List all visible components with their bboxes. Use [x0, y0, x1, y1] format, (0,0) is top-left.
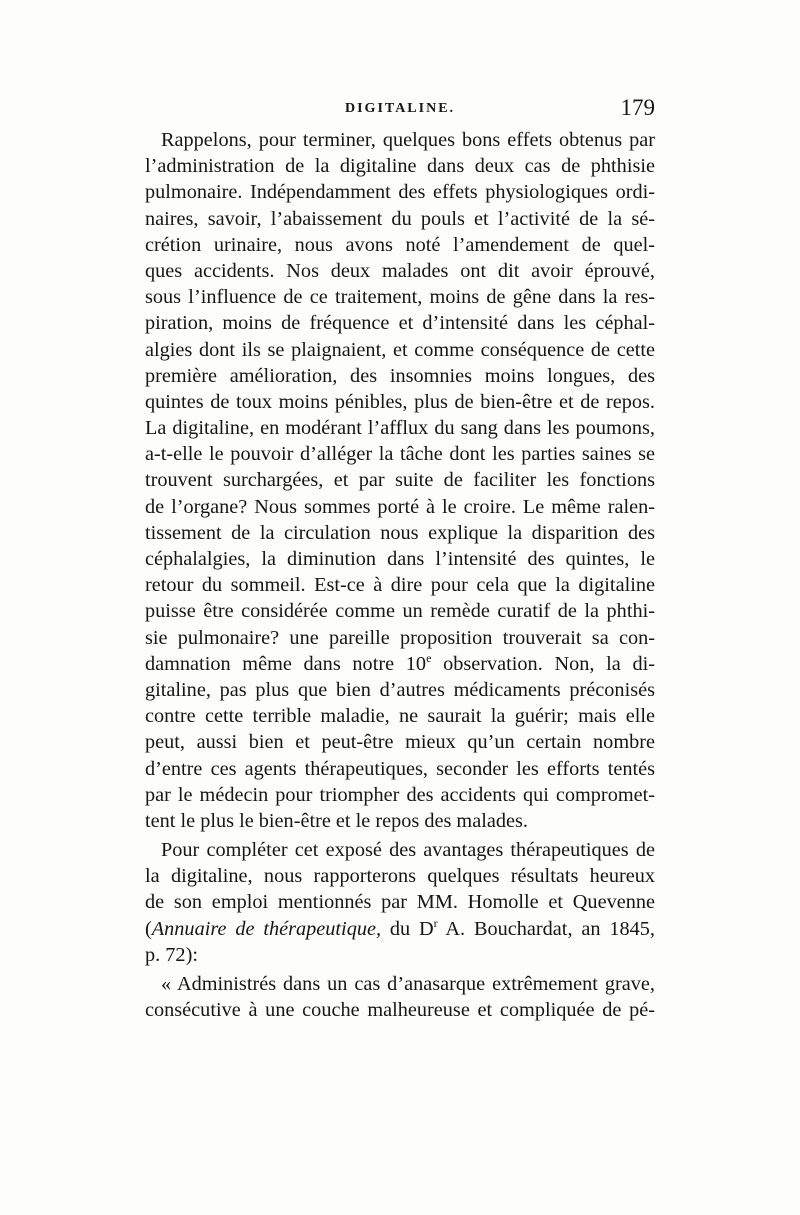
page-number: 179 — [620, 95, 655, 120]
text-line-paragraph-end: tent le plus le bien-être et le repos des malades. — [145, 809, 528, 832]
text-line: par le médecin pour triompher des accidents qui compromet- — [145, 783, 655, 806]
text-fragment: du D — [381, 917, 434, 940]
text-line: première amélioration, des insomnies moins longues, des — [145, 364, 655, 387]
text-line: retour du sommeil. Est-ce à dire pour cela que la digitaline — [145, 574, 655, 597]
text-line: La digitaline, en modérant l’afflux du sang dans les poumons, — [145, 417, 655, 440]
text-fragment: observation. Non, la di- — [431, 652, 656, 675]
text-line: naires, savoir, l’abaissement du pouls et l’activité de la sé- — [145, 207, 655, 230]
running-title: DIGITALINE. — [345, 101, 456, 116]
text-line: tissement de la circulation nous explique la disparition des — [145, 521, 655, 544]
text-line: a-t-elle le pouvoir d’alléger la tâche dont les parties saines se — [145, 443, 655, 466]
text-fragment: damnation même dans notre 10 — [145, 652, 427, 675]
abbreviation-superscript: r — [433, 915, 438, 930]
text-line: quintes de toux moins pénibles, plus de bien-être et de repos. — [145, 390, 655, 413]
text-line: sie pulmonaire? une pareille proposition trouverait sa con- — [145, 626, 655, 649]
quotation-line: consécutive à une couche malheureuse et compliquée de pé- — [145, 999, 655, 1022]
text-line-paragraph-end: p. 72): — [145, 943, 198, 966]
text-line: de son emploi mentionnés par MM. Homolle et Quevenne — [145, 891, 655, 914]
text-line: gitaline, pas plus que bien d’autres médicaments préconisés — [145, 678, 655, 701]
text-line: l’administration de la digitaline dans deux cas de phthisie — [145, 155, 655, 178]
text-line: ques accidents. Nos deux malades ont dit avoir éprouvé, — [145, 259, 655, 282]
text-line: peut, aussi bien et peut-être mieux qu’un certain nombre — [145, 731, 655, 754]
ordinal-superscript: e — [426, 650, 432, 665]
running-head — [145, 95, 655, 125]
text-line: contre cette terrible maladie, ne saurait la guérir; mais elle — [145, 705, 655, 728]
quotation-line: « Administrés dans un cas d’anasarque extrêmement grave, — [161, 973, 655, 995]
text-line: de l’organe? Nous sommes porté à le croire. Le même ralen- — [145, 495, 655, 518]
text-line: Rappelons, pour terminer, quelques bons effets obtenus par — [161, 129, 655, 151]
text-line: crétion urinaire, nous avons noté l’amendement de quel- — [145, 233, 655, 256]
text-line: d’entre ces agents thérapeutiques, seconder les efforts tentés — [145, 757, 655, 780]
text-line: puisse être considérée comme un remède curatif de la phthi- — [145, 600, 655, 623]
text-fragment: A. Bouchardat, an 1845, — [437, 917, 655, 940]
cited-title: Annuaire de thérapeutique, — [151, 917, 382, 940]
text-line: céphalalgies, la diminution dans l’intensité des quintes, le — [145, 548, 655, 570]
text-line: Pour compléter cet exposé des avantages thérapeutiques de — [161, 839, 655, 862]
text-line: piration, moins de fréquence et d’intensité dans les céphal- — [145, 312, 655, 335]
text-fragment: ( — [145, 917, 152, 940]
text-line: algies dont ils se plaignaient, et comme conséquence de cette — [145, 338, 655, 361]
text-line: la digitaline, nous rapporterons quelques résultats heureux — [145, 865, 655, 888]
text-line: trouvent surchargées, et par suite de faciliter les fonctions — [145, 469, 655, 492]
citation-line — [145, 916, 655, 942]
body-text — [145, 127, 655, 1023]
text-line: sous l’influence de ce traitement, moins de gêne dans la res- — [145, 286, 655, 309]
text-line-with-ordinal — [145, 651, 655, 677]
text-line: pulmonaire. Indépendamment des effets physiologiques ordi- — [145, 181, 655, 204]
